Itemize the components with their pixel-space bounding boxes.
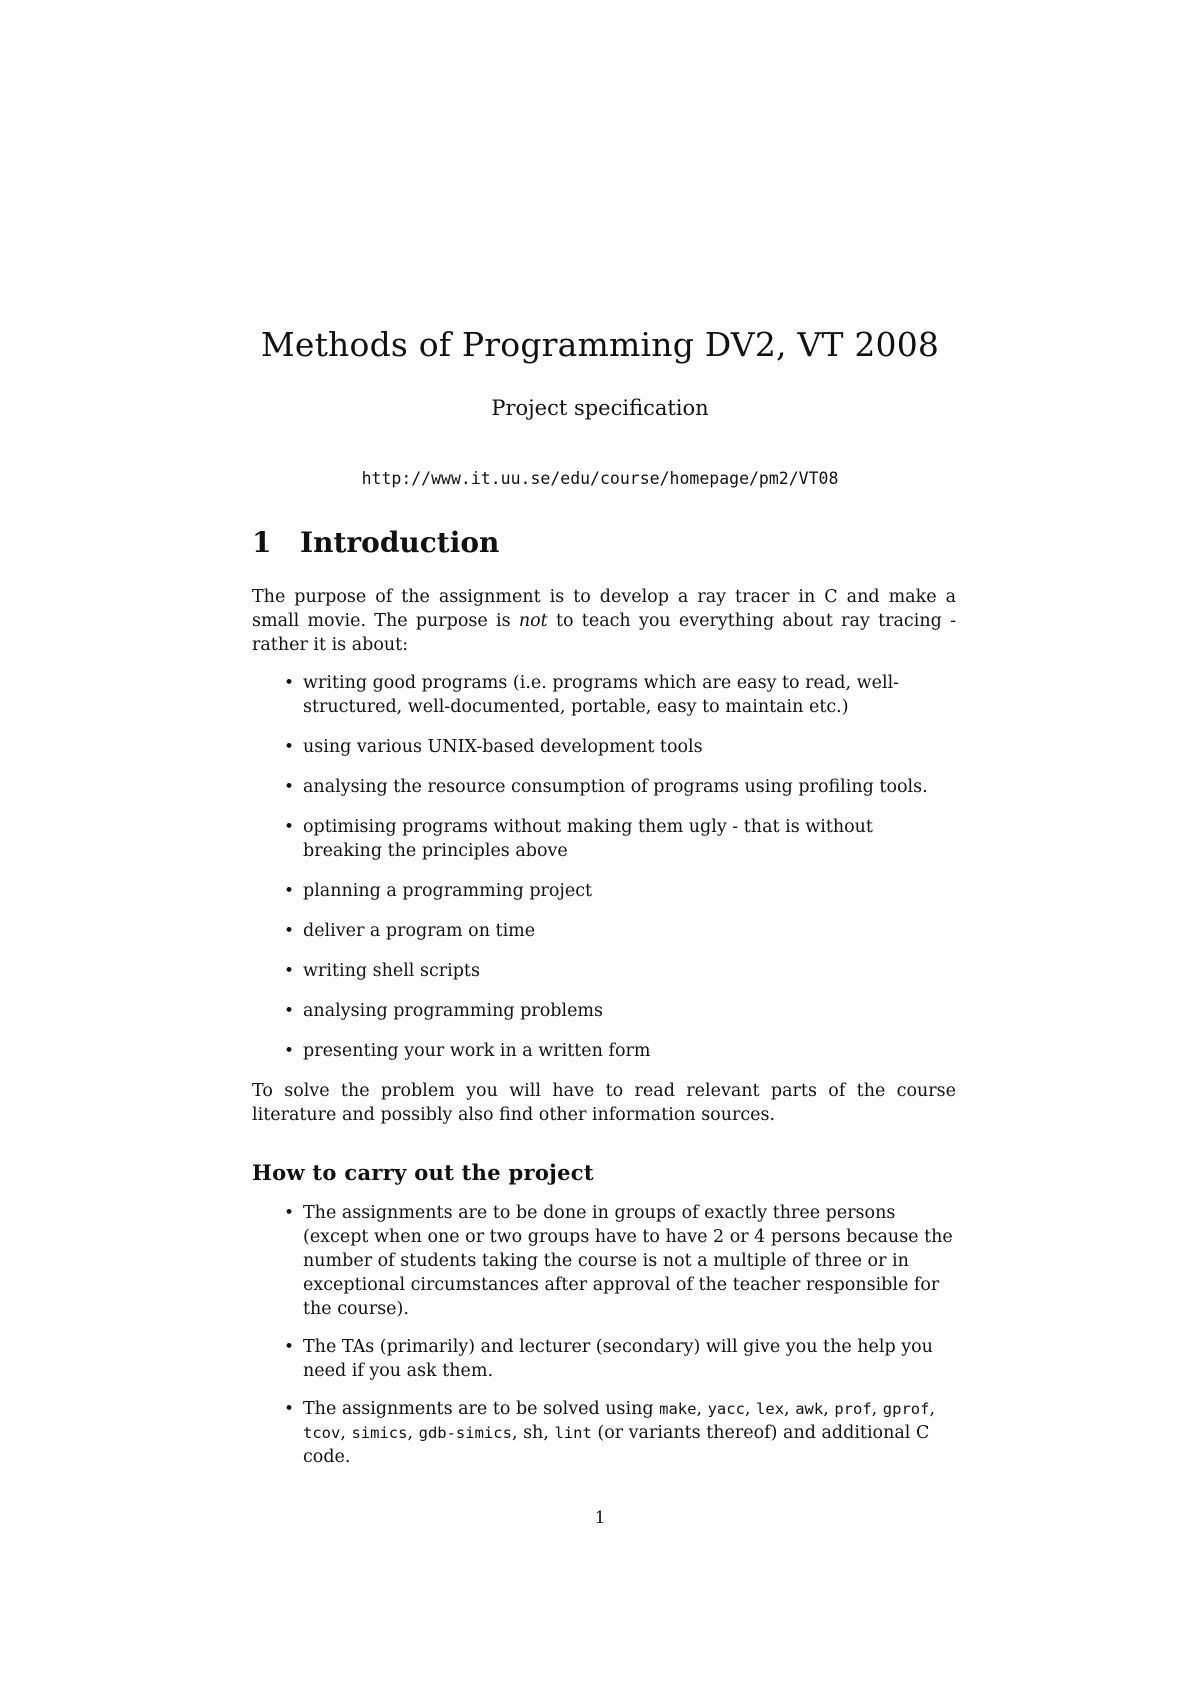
intro-emphasis: not: [518, 611, 548, 631]
goal-text: optimising programs without making them ugly - that is without breaking the principles above: [303, 817, 873, 861]
tool-awk: awk: [795, 1400, 824, 1418]
goal-item: [252, 999, 956, 1023]
rule-item: [252, 1397, 956, 1469]
tool-separator: ,: [823, 1399, 835, 1419]
bullet-icon: •: [284, 1337, 295, 1357]
tool-yacc: yacc: [707, 1400, 745, 1418]
tool-lex: lex: [756, 1400, 785, 1418]
goal-item: [252, 815, 956, 863]
tool-tcov: tcov: [303, 1424, 341, 1442]
bullet-icon: •: [284, 1001, 295, 1021]
tool-separator: ,: [511, 1423, 524, 1443]
bullet-icon: •: [284, 1203, 295, 1223]
goal-text: presenting your work in a written form: [303, 1041, 651, 1061]
tools-suffix: (or variants thereof) and additional C code.: [303, 1423, 930, 1467]
bullet-icon: •: [284, 1399, 295, 1419]
tool-sh: sh: [523, 1423, 544, 1443]
tool-separator: ,: [871, 1399, 883, 1419]
goal-item: [252, 959, 956, 983]
tool-gdb-simics: gdb-simics: [418, 1424, 512, 1442]
section-heading-introduction: [252, 525, 956, 561]
page-number: 1: [594, 1508, 606, 1528]
bullet-icon: •: [284, 961, 295, 981]
intro-text-part1: The purpose of the assignment is to develop a ray tracer in C and make a small movie. The purpose is: [252, 587, 956, 631]
bullet-icon: •: [284, 921, 295, 941]
subsection-heading-how-to: How to carry out the project: [252, 1160, 594, 1185]
document-title: Methods of Programming DV2, VT 2008: [260, 325, 940, 364]
goal-text: writing good programs (i.e. programs which are easy to read, well-structured, well-documented, portable, easy to maintain etc.): [303, 673, 900, 717]
tool-separator: ,: [929, 1399, 936, 1419]
goal-item: [252, 919, 956, 943]
goal-text: analysing programming problems: [303, 1001, 603, 1021]
section-number: 1: [252, 526, 272, 559]
project-rules-list: [252, 1201, 956, 1469]
tool-make: make: [659, 1400, 697, 1418]
tool-separator: ,: [543, 1423, 555, 1443]
tool-separator: ,: [340, 1423, 352, 1443]
goal-item: [252, 671, 956, 719]
goal-text: writing shell scripts: [303, 961, 480, 981]
bullet-icon: •: [284, 881, 295, 901]
bullet-icon: •: [284, 673, 295, 693]
goal-item: [252, 775, 956, 799]
document-body: [252, 525, 956, 1483]
tool-simics: simics: [351, 1424, 408, 1442]
bullet-icon: •: [284, 737, 295, 757]
tool-gprof: gprof: [882, 1400, 930, 1418]
goal-text: deliver a program on time: [303, 921, 536, 941]
intro-paragraph: [252, 585, 956, 657]
goal-text: using various UNIX-based development tools: [303, 737, 703, 757]
course-url: http://www.it.uu.se/edu/course/homepage/pm2/VT08: [361, 469, 839, 488]
bullet-icon: •: [284, 777, 295, 797]
section-title: Introduction: [300, 526, 500, 559]
tool-lint: lint: [554, 1424, 592, 1442]
goal-text: analysing the resource consumption of programs using profiling tools.: [303, 777, 928, 797]
tools-prefix: The assignments are to be solved using: [303, 1399, 660, 1419]
document-subtitle: Project specification: [491, 396, 709, 420]
rule-item: [252, 1201, 956, 1321]
bullet-icon: •: [284, 1041, 295, 1061]
rule-text: The TAs (primarily) and lecturer (secondary) will give you the help you need if you ask them.: [303, 1337, 933, 1381]
goal-item: [252, 879, 956, 903]
goal-item: [252, 1039, 956, 1063]
tool-separator: ,: [696, 1399, 708, 1419]
rule-item: [252, 1335, 956, 1383]
goals-list: [252, 671, 956, 1063]
intro-text-part2: to teach you everything about ray tracing - rather it is about:: [252, 611, 956, 655]
rule-text: The assignments are to be done in groups of exactly three persons (except when one or two groups have to have 2 or 4 persons because the number of students taking the course is not a multiple of three or in exceptional circumstances after approval of the teacher responsible for the course).: [303, 1203, 953, 1319]
bullet-icon: •: [284, 817, 295, 837]
tool-separator: ,: [744, 1399, 757, 1419]
closing-paragraph: To solve the problem you will have to read relevant parts of the course literature and possibly also find other information sources.: [252, 1081, 956, 1125]
goal-item: [252, 735, 956, 759]
tool-separator: ,: [784, 1399, 796, 1419]
rule-tools-text: [303, 1399, 935, 1467]
tool-separator: ,: [407, 1423, 419, 1443]
tool-prof: prof: [834, 1400, 872, 1418]
goal-text: planning a programming project: [303, 881, 593, 901]
